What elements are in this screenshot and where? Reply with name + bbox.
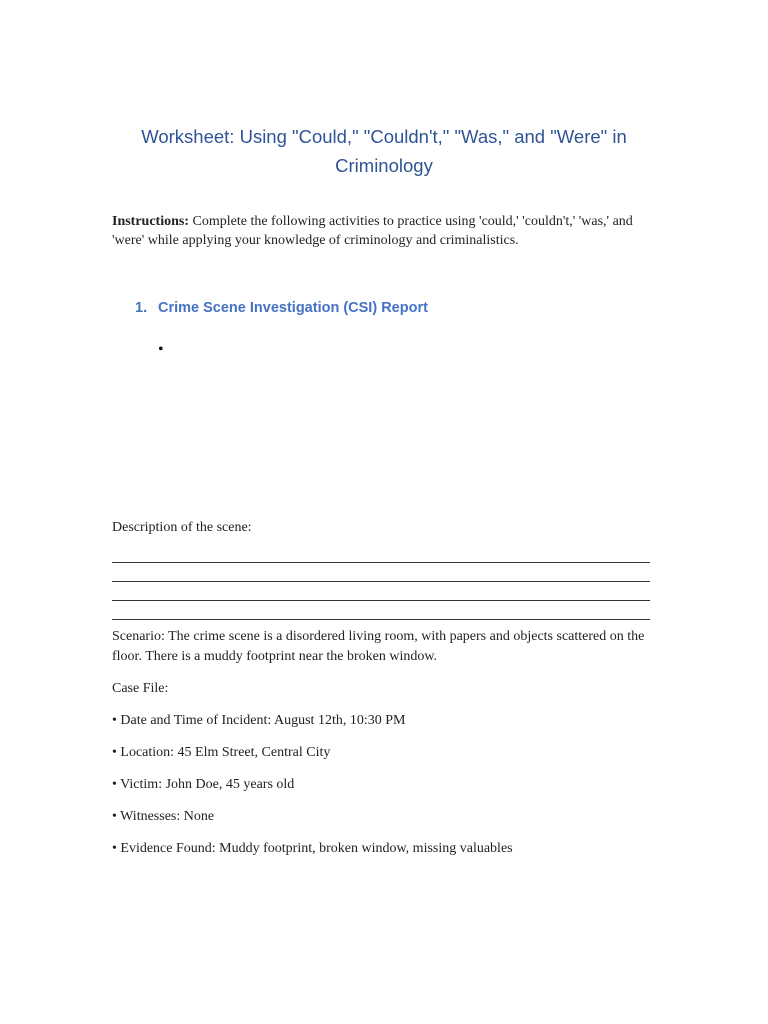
case-file-list xyxy=(112,711,513,871)
answer-lines xyxy=(112,544,650,620)
case-file-item: • Victim: John Doe, 45 years old xyxy=(112,777,295,792)
case-file-item: • Witnesses: None xyxy=(112,809,215,824)
case-file-label: Case File: xyxy=(112,681,169,696)
answer-line xyxy=(112,544,650,563)
section-heading xyxy=(135,298,428,318)
instructions-text: Complete the following activities to practice using 'could,' 'couldn't,' 'was,' and 'were' while applying your knowledge of criminology and criminalistics. xyxy=(112,214,633,248)
answer-line xyxy=(112,601,650,620)
instructions-label: Instructions: xyxy=(112,214,190,229)
case-file-item: • Date and Time of Incident: August 12th, 10:30 PM xyxy=(112,713,406,728)
case-file-item: • Location: 45 Elm Street, Central City xyxy=(112,745,331,760)
worksheet-title: Worksheet: Using "Could," "Couldn't," "Was," and "Were" in Criminology xyxy=(141,126,627,176)
instructions-paragraph xyxy=(112,212,652,250)
empty-bullet-point: • xyxy=(158,341,164,358)
section-number: 1. xyxy=(135,300,148,316)
scenario-paragraph: Scenario: The crime scene is a disordered living room, with papers and objects scattered on the floor. There is a muddy footprint near the broken window. xyxy=(112,629,645,664)
answer-line xyxy=(112,563,650,582)
description-label: Description of the scene: xyxy=(112,520,252,535)
case-file-item: • Evidence Found: Muddy footprint, broken window, missing valuables xyxy=(112,841,513,856)
section-title: Crime Scene Investigation (CSI) Report xyxy=(158,300,428,316)
answer-line xyxy=(112,582,650,601)
